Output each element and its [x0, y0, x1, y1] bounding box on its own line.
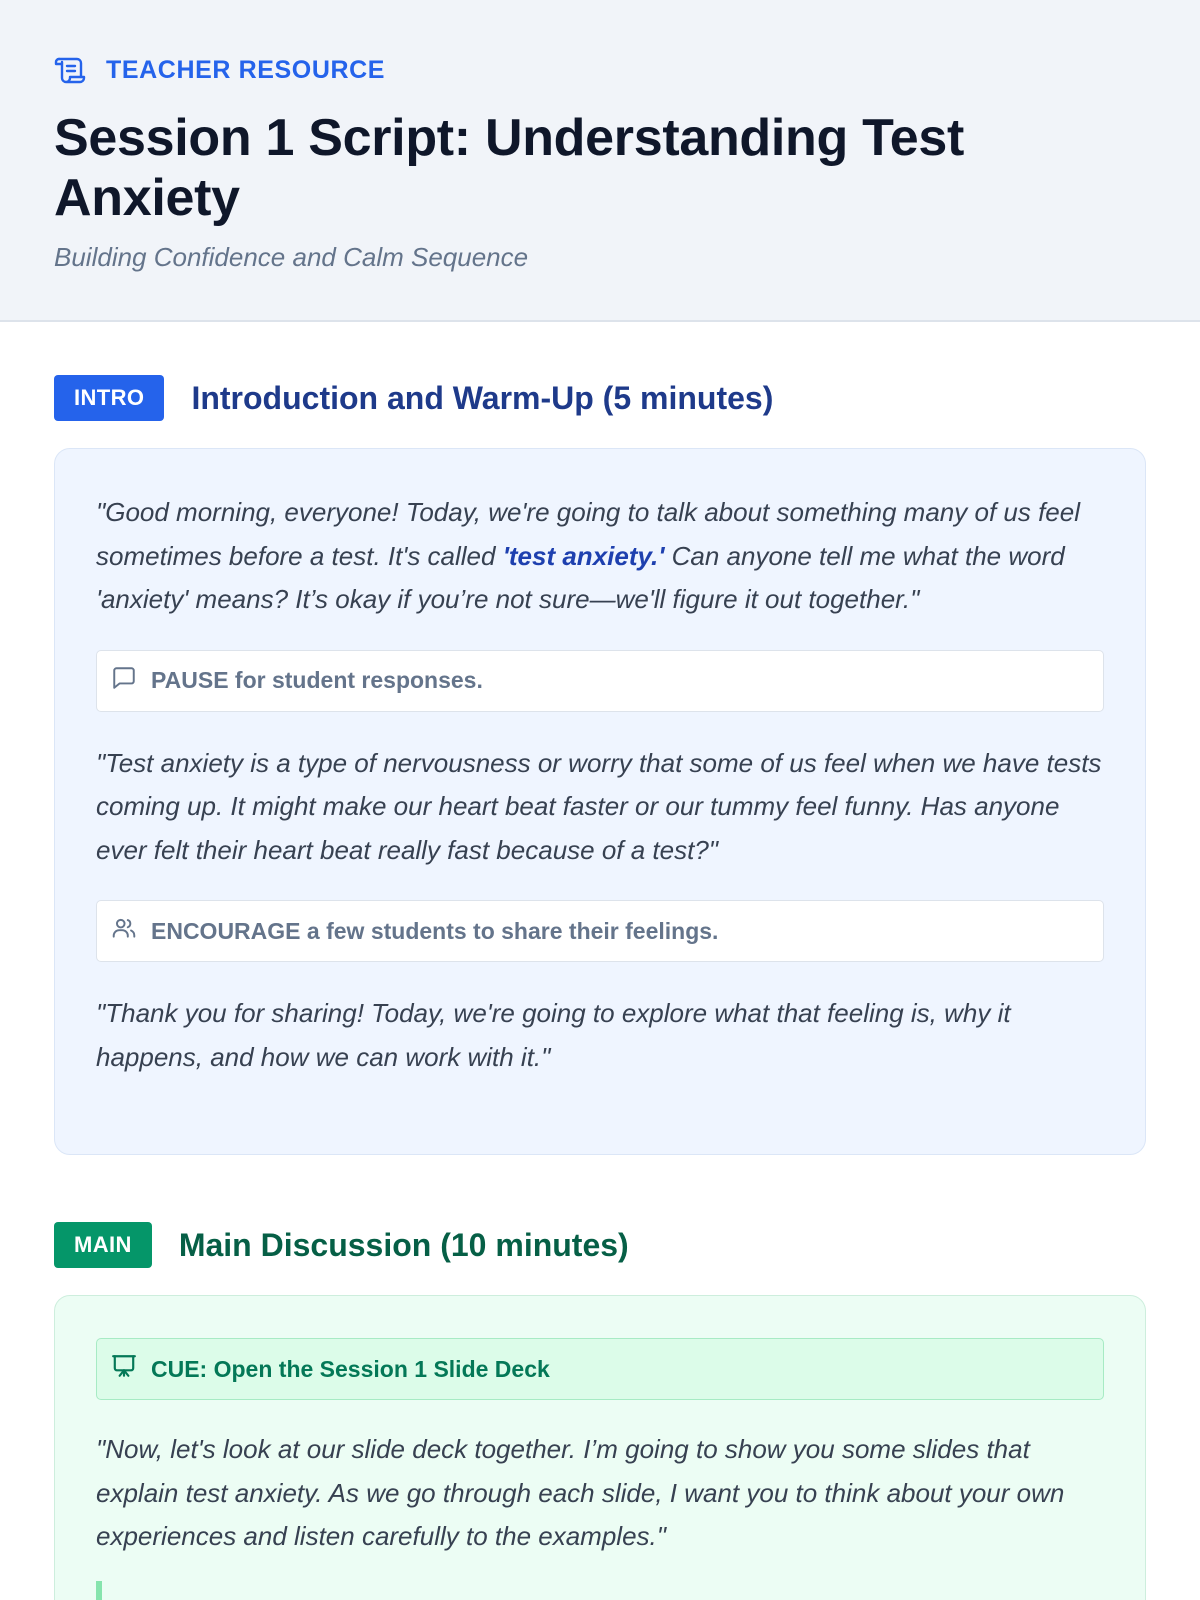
main-section-title: Main Discussion (10 minutes) — [178, 1226, 629, 1263]
presentation-icon — [111, 1353, 137, 1385]
page-subtitle: Building Confidence and Calm Sequence — [54, 242, 529, 272]
quote-text: "Good morning, everyone! Today, we're going to talk about something many of us feel sometimes before a test. It's called — [96, 497, 1080, 571]
quote-text: Can anyone tell me what the word 'anxiety' means? It’s okay if you’re not sure—we'll figure it out together." — [96, 540, 1065, 614]
intro-quote-3: "Thank you for sharing! Today, we're going to explore what that feeling is, why it happens, and how we can work with it." — [96, 998, 1011, 1072]
intro-quote-2: "Test anxiety is a type of nervousness or worry that some of us feel when we have tests coming up. It might make our heart beat faster or our tummy feel funny. Has anyone ever felt their heart beat really fast because of a test?" — [96, 747, 1102, 865]
main-quote-1: "Now, let's look at our slide deck together. I’m going to show you some slides that explain test anxiety. As we go through each slide, I want you to think about your own experiences and listen carefully to the examples." — [96, 1434, 1065, 1551]
cue-callout — [96, 1338, 1104, 1400]
users-icon — [111, 915, 137, 947]
intro-card — [54, 448, 1146, 1155]
note-text: ENCOURAGE a few students to share their feelings. — [151, 917, 719, 944]
intro-quote-1 — [96, 491, 1104, 622]
highlighted-term: 'test anxiety.' — [502, 540, 665, 571]
speech-bubble-icon — [111, 665, 137, 697]
eyebrow-label: TEACHER RESOURCE — [106, 55, 386, 84]
quote-bar — [96, 1581, 1104, 1600]
pause-note — [96, 650, 1104, 712]
eyebrow — [54, 52, 1146, 88]
encourage-note — [96, 900, 1104, 962]
cue-text: CUE: Open the Session 1 Slide Deck — [151, 1355, 550, 1382]
intro-section-header — [54, 374, 1146, 422]
main-section-header — [54, 1221, 1146, 1269]
main-card — [54, 1295, 1146, 1600]
note-text: PAUSE for student responses. — [151, 667, 483, 693]
intro-section-title: Introduction and Warm-Up (5 minutes) — [191, 379, 774, 416]
main-content — [0, 322, 1200, 1600]
main-tag: MAIN — [54, 1222, 152, 1268]
page-title: Session 1 Script: Understanding Test Anxiety — [54, 109, 964, 227]
page-header — [0, 0, 1200, 322]
intro-tag: INTRO — [54, 375, 164, 421]
scroll-icon — [54, 55, 86, 85]
